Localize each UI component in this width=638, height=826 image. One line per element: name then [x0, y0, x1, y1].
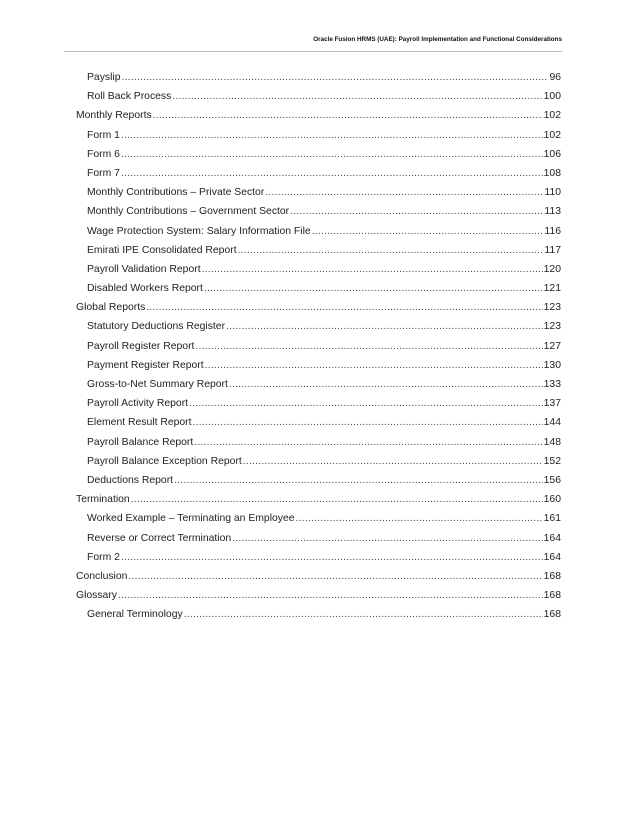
- toc-entry-page: 96: [549, 72, 561, 83]
- toc-entry[interactable]: [76, 245, 561, 264]
- toc-entry-page: 102: [543, 110, 561, 122]
- toc-entry-label: Worked Example – Terminating an Employee: [87, 513, 295, 525]
- dot-leader: [290, 206, 543, 217]
- dot-leader: [243, 456, 543, 467]
- toc-entry[interactable]: [76, 130, 561, 149]
- toc-entry[interactable]: [76, 206, 561, 225]
- toc-entry-page: 121: [543, 283, 561, 295]
- toc-entry[interactable]: [76, 571, 561, 590]
- toc-entry-label: Payment Register Report: [87, 359, 204, 371]
- toc-entry[interactable]: [76, 590, 561, 609]
- toc-entry-label: Payroll Balance Exception Report: [87, 455, 242, 467]
- toc-entry-label: Payroll Register Report: [87, 340, 195, 352]
- toc-entry-label: Global Reports: [76, 302, 146, 314]
- toc-entry-page: 120: [543, 263, 561, 275]
- toc-entry-label: Gross-to-Net Summary Report: [87, 379, 228, 390]
- toc-entry-label: Payroll Balance Report: [87, 436, 194, 448]
- dot-leader: [174, 475, 543, 486]
- toc-entry[interactable]: [76, 417, 561, 436]
- dot-leader: [194, 437, 542, 448]
- toc-entry-label: Reverse or Correct Termination: [87, 532, 232, 544]
- dot-leader: [146, 302, 542, 313]
- document-title: Oracle Fusion HRMS (UAE): Payroll Implementation and Functional Considerations: [313, 36, 562, 43]
- toc-entry[interactable]: [76, 264, 561, 283]
- dot-leader: [184, 609, 543, 620]
- toc-entry[interactable]: [76, 360, 561, 379]
- toc-entry-label: Monthly Contributions – Private Sector: [87, 187, 265, 199]
- toc-entry[interactable]: [76, 475, 561, 494]
- toc-entry-label: Glossary: [76, 590, 117, 602]
- toc-entry-page: 152: [543, 455, 561, 467]
- toc-entry-page: 130: [543, 359, 561, 371]
- toc-entry-label: Monthly Contributions – Government Sector: [87, 206, 290, 218]
- toc-entry-page: 164: [543, 532, 561, 544]
- toc-entry-label: Disabled Workers Report: [87, 283, 203, 295]
- toc-entry-page: 133: [543, 379, 561, 390]
- toc-entry-page: 161: [543, 513, 561, 525]
- toc-entry-page: 156: [543, 474, 561, 486]
- toc-entry-page: 137: [543, 398, 561, 410]
- toc-entry[interactable]: [76, 283, 561, 302]
- toc-entry-page: 168: [543, 609, 561, 621]
- header-divider: [64, 51, 562, 52]
- dot-leader: [296, 513, 543, 524]
- dot-leader: [312, 226, 544, 237]
- toc-entry-page: 100: [543, 91, 561, 103]
- toc-entry-page: 144: [543, 417, 561, 429]
- toc-entry-label: Statutory Deductions Register: [87, 321, 226, 333]
- toc-entry[interactable]: [76, 149, 561, 168]
- table-of-contents: [76, 72, 561, 628]
- toc-entry[interactable]: [76, 341, 561, 360]
- toc-entry-label: Payroll Validation Report: [87, 263, 201, 275]
- toc-entry-page: 168: [543, 590, 561, 602]
- toc-entry[interactable]: [76, 456, 561, 475]
- dot-leader: [128, 571, 542, 582]
- toc-entry-page: 116: [544, 225, 561, 237]
- dot-leader: [118, 590, 543, 601]
- toc-entry[interactable]: [76, 379, 561, 398]
- toc-entry-label: Conclusion: [76, 570, 128, 582]
- dot-leader: [205, 360, 543, 371]
- dot-leader: [193, 417, 543, 428]
- toc-entry[interactable]: [76, 398, 561, 417]
- toc-entry-page: 127: [543, 340, 561, 352]
- toc-entry-label: Form 6: [87, 148, 120, 160]
- dot-leader: [121, 168, 543, 179]
- toc-entry-page: 102: [543, 129, 561, 141]
- toc-entry-label: Form 7: [87, 167, 120, 179]
- toc-entry[interactable]: [76, 302, 561, 321]
- dot-leader: [229, 379, 543, 390]
- dot-leader: [202, 264, 543, 275]
- toc-entry-label: General Terminology: [87, 609, 183, 621]
- toc-entry[interactable]: [76, 187, 561, 206]
- toc-entry-label: Element Result Report: [87, 417, 192, 429]
- dot-leader: [226, 321, 543, 332]
- toc-entry[interactable]: [76, 552, 561, 571]
- toc-entry-label: Payslip: [87, 72, 121, 83]
- toc-entry-label: Deductions Report: [87, 474, 174, 486]
- toc-entry-page: 106: [543, 148, 561, 160]
- toc-entry[interactable]: [76, 494, 561, 513]
- toc-entry-page: 168: [543, 570, 561, 582]
- toc-entry[interactable]: [76, 609, 561, 628]
- dot-leader: [131, 494, 543, 505]
- dot-leader: [195, 341, 542, 352]
- dot-leader: [265, 187, 543, 198]
- toc-entry[interactable]: [76, 168, 561, 187]
- dot-leader: [172, 91, 542, 102]
- toc-entry-page: 108: [543, 167, 561, 179]
- toc-entry-page: 117: [544, 244, 561, 256]
- toc-entry-label: Monthly Reports: [76, 110, 152, 122]
- dot-leader: [189, 398, 543, 409]
- dot-leader: [204, 283, 543, 294]
- toc-entry-label: Form 1: [87, 129, 120, 141]
- toc-entry-label: Termination: [76, 494, 130, 506]
- toc-entry-label: Emirati IPE Consolidated Report: [87, 244, 237, 256]
- toc-entry-page: 123: [543, 321, 561, 333]
- dot-leader: [121, 552, 543, 563]
- dot-leader: [121, 149, 543, 160]
- toc-entry[interactable]: [76, 226, 561, 245]
- dot-leader: [122, 72, 549, 83]
- toc-entry[interactable]: [76, 533, 561, 552]
- toc-entry-label: Payroll Activity Report: [87, 398, 189, 410]
- toc-entry[interactable]: [76, 321, 561, 340]
- dot-leader: [153, 110, 543, 121]
- dot-leader: [238, 245, 544, 256]
- toc-entry-label: Form 2: [87, 551, 120, 563]
- toc-entry[interactable]: [76, 110, 561, 129]
- toc-entry-page: 110: [544, 187, 561, 199]
- dot-leader: [121, 130, 543, 141]
- toc-entry[interactable]: [76, 72, 561, 91]
- toc-entry[interactable]: [76, 91, 561, 110]
- toc-entry-label: Roll Back Process: [87, 91, 172, 103]
- dot-leader: [232, 533, 542, 544]
- toc-entry-page: 113: [544, 206, 561, 218]
- toc-entry-page: 123: [543, 302, 561, 314]
- toc-entry-page: 164: [543, 551, 561, 563]
- toc-entry-page: 148: [543, 436, 561, 448]
- toc-entry[interactable]: [76, 437, 561, 456]
- toc-entry[interactable]: [76, 513, 561, 532]
- toc-entry-page: 160: [543, 494, 561, 506]
- toc-entry-label: Wage Protection System: Salary Information File: [87, 225, 311, 237]
